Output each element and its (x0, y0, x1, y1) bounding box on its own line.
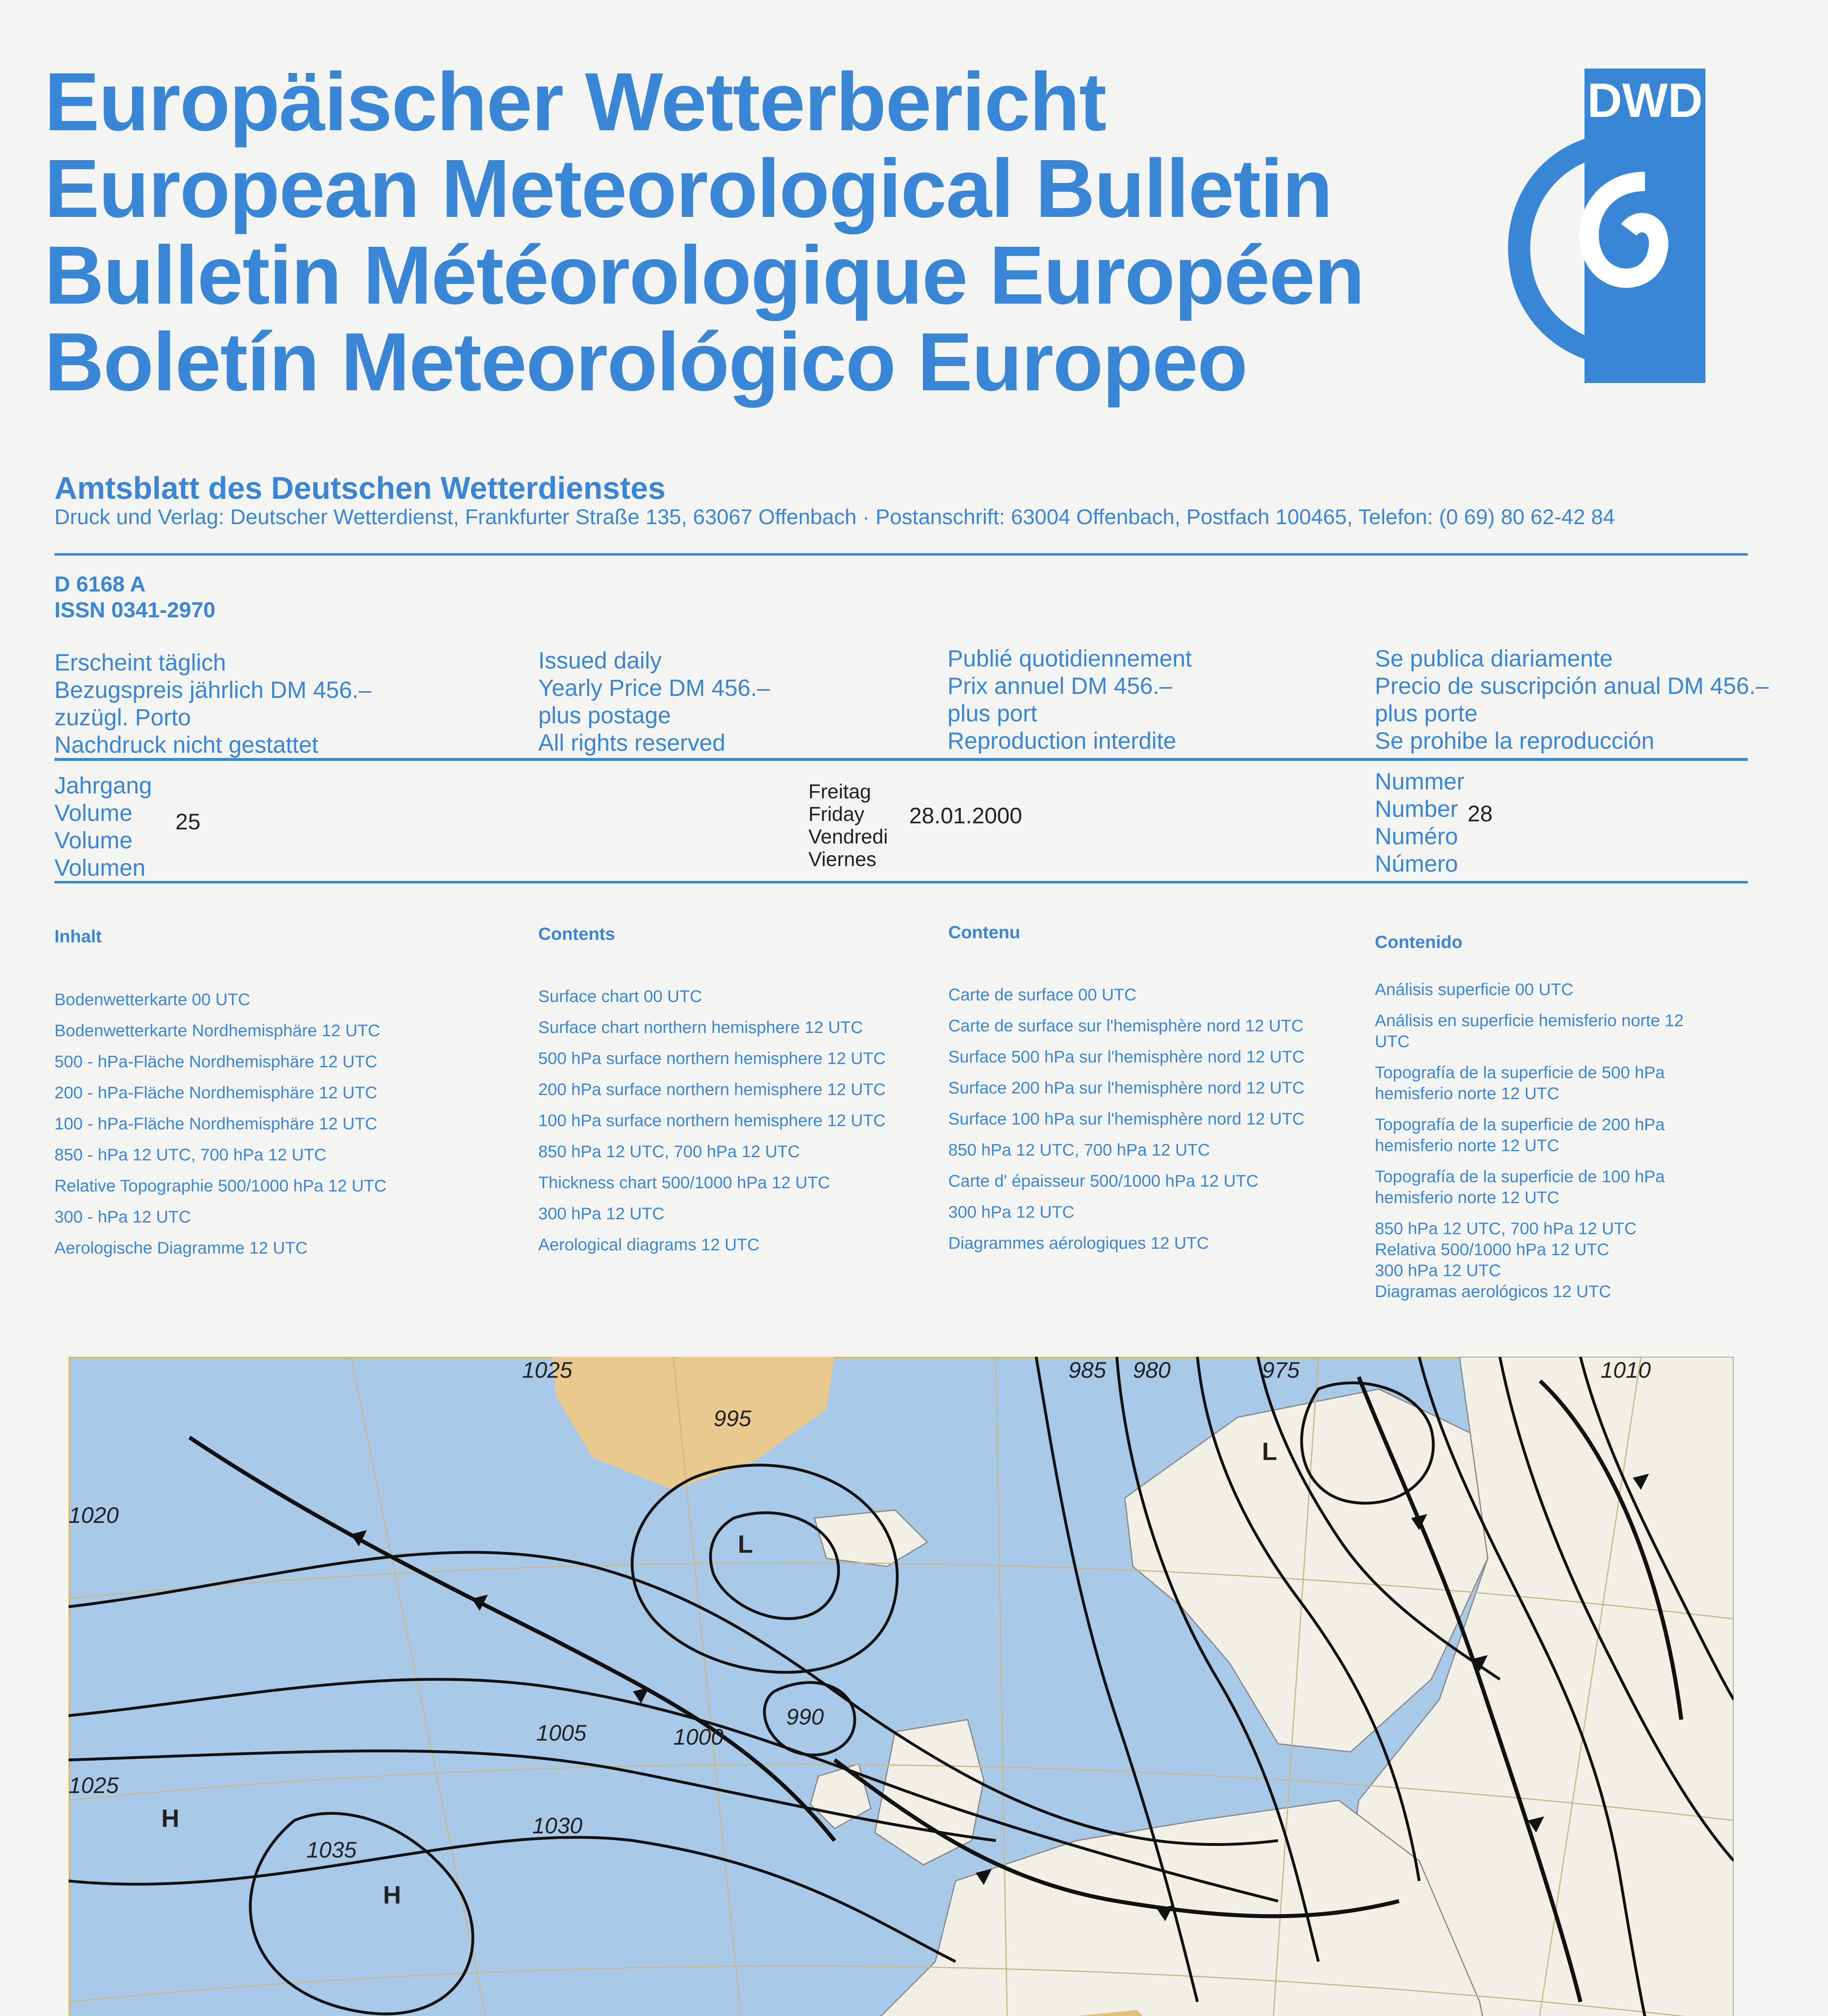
publisher: Amtsblatt des Deutschen Wetterdienstes (54, 470, 666, 506)
issn: ISSN 0341-2970 (54, 598, 216, 622)
toc-head-es: Contenido (1375, 932, 1463, 952)
logo-text: DWD (1587, 73, 1703, 127)
address-line: Druck und Verlag: Deutscher Wetterdienst, Frankfurter Straße 135, 63067 Offenbach · Postanschrift: 63004 Offenbach, Postfach 100465, Telefon: (0 69) 80 62-42 84 (54, 505, 1615, 529)
toc-item: Bodenwetterkarte Nordhemisphäre 12 UTC (54, 1021, 380, 1040)
issue-date: 28.01.2000 (909, 803, 1022, 828)
toc-head-en: Contents (538, 924, 615, 944)
toc-item: 300 hPa 12 UTC (1375, 1261, 1501, 1280)
title-english: European Meteorological Bulletin (44, 142, 1332, 235)
toc-head-fr: Contenu (948, 923, 1020, 942)
toc-item: Surface 500 hPa sur l'hemisphère nord 12 UTC (948, 1047, 1305, 1066)
title-spanish: Boletín Meteorológico Europeo (44, 316, 1247, 408)
toc-item: Diagrammes aérologiques 12 UTC (948, 1233, 1209, 1252)
toc-item: Carte d' épaisseur 500/1000 hPa 12 UTC (948, 1171, 1259, 1190)
toc-item: 500 - hPa-Fläche Nordhemisphäre 12 UTC (54, 1052, 377, 1071)
divider (54, 758, 1748, 761)
toc-item: Relative Topographie 500/1000 hPa 12 UTC (54, 1176, 387, 1195)
number-labels: Nummer Number Numéro Número (1375, 768, 1465, 877)
id-code: D 6168 A (54, 572, 146, 596)
toc-item: Bodenwetterkarte 00 UTC (54, 990, 250, 1009)
toc-item: 200 - hPa-Fläche Nordhemisphäre 12 UTC (54, 1083, 377, 1102)
toc-item: Topografía de la superficie de 500 hPa hemisferio norte 12 UTC (1375, 1063, 1665, 1103)
toc-item: 850 hPa 12 UTC, 700 hPa 12 UTC (948, 1140, 1210, 1159)
toc-item: Análisis en superficie hemisferio norte 12 UTC (1375, 1011, 1684, 1051)
toc-list-es (1375, 979, 1689, 1302)
toc-list-de (54, 984, 386, 1263)
toc-item: 850 - hPa 12 UTC, 700 hPa 12 UTC (54, 1145, 327, 1164)
title-german: Europäischer Wetterbericht (44, 56, 1106, 148)
toc-item: 200 hPa surface northern hemisphere 12 UTC (538, 1080, 886, 1099)
isobar-label: 1025 (69, 1772, 119, 1798)
isobar-label: 1020 (69, 1502, 119, 1528)
low-pressure-center: L (738, 1531, 753, 1558)
toc-item: 850 hPa 12 UTC, 700 hPa 12 UTC (538, 1142, 800, 1161)
toc-item: Surface 200 hPa sur l'hemisphère nord 12 UTC (948, 1078, 1305, 1097)
isobar-label: 990 (786, 1704, 824, 1729)
isobar-label: 995 (714, 1406, 752, 1431)
toc-item: 100 hPa surface northern hemisphere 12 UTC (538, 1111, 886, 1130)
divider (54, 881, 1748, 883)
isobar-label: 1030 (532, 1813, 583, 1838)
toc-item: Topografía de la superficie de 200 hPa hemisferio norte 12 UTC (1375, 1115, 1665, 1155)
number-value: 28 (1468, 801, 1493, 826)
toc-item: 100 - hPa-Fläche Nordhemisphäre 12 UTC (54, 1114, 377, 1133)
toc-item: Diagramas aerológicos 12 UTC (1375, 1282, 1611, 1301)
day-labels: Freitag Friday Vendredi Viernes (808, 780, 888, 871)
toc-item: Carte de surface 00 UTC (948, 985, 1137, 1004)
toc-item: Thickness chart 500/1000 hPa 12 UTC (538, 1173, 830, 1192)
toc-item: 300 hPa 12 UTC (948, 1202, 1074, 1221)
toc-list-en (538, 981, 885, 1260)
toc-head-de: Inhalt (54, 927, 102, 946)
toc-item: Surface chart 00 UTC (538, 987, 702, 1006)
swirl-icon (1496, 60, 1705, 389)
toc-item: Aerological diagrams 12 UTC (538, 1235, 760, 1254)
info-column-fr: Publié quotidiennement Prix annuel DM 456.– plus port Reproduction interdite (947, 646, 1192, 754)
map-drawing (69, 1357, 1734, 2016)
toc-item: 850 hPa 12 UTC, 700 hPa 12 UTC (1375, 1219, 1637, 1238)
high-pressure-center: H (383, 1881, 401, 1909)
toc-item: 300 hPa 12 UTC (538, 1204, 664, 1223)
isobar-label: 1005 (536, 1720, 587, 1745)
toc-item: 300 - hPa 12 UTC (54, 1207, 191, 1226)
high-pressure-center: H (161, 1805, 179, 1833)
toc-item: 500 hPa surface northern hemisphere 12 UTC (538, 1049, 886, 1068)
toc-item: Análisis superficie 00 UTC (1375, 980, 1574, 999)
dwd-logo (1496, 60, 1705, 389)
divider (54, 553, 1748, 556)
info-column-de: Erscheint täglich Bezugspreis jährlich DM 456.– zuzügl. Porto Nachdruck nicht gestattet (54, 650, 372, 758)
toc-item: Surface 100 hPa sur l'hemisphère nord 12 UTC (948, 1109, 1305, 1128)
toc-item: Carte de surface sur l'hemisphère nord 12 UTC (948, 1016, 1304, 1035)
info-column-en: Issued daily Yearly Price DM 456.– plus postage All rights reserved (538, 648, 770, 756)
isobar-label: 985 (1068, 1357, 1106, 1383)
toc-item: Relativa 500/1000 hPa 12 UTC (1375, 1240, 1609, 1259)
isobar-label: 1010 (1601, 1357, 1651, 1383)
toc-item: Topografía de la superficie de 100 hPa hemisferio norte 12 UTC (1375, 1167, 1665, 1207)
isobar-label: 975 (1262, 1357, 1300, 1383)
recycled-paper-note (10, 1824, 30, 2016)
isobar-label: 1000 (673, 1724, 724, 1749)
isobar-label: 1025 (522, 1357, 573, 1383)
info-column-es: Se publica diariamente Precio de suscripción anual DM 456.– plus porte Se prohibe la reproducción (1375, 646, 1769, 754)
title-french: Bulletin Météorologique Européen (44, 229, 1364, 321)
toc-item: Surface chart northern hemisphere 12 UTC (538, 1018, 863, 1037)
surface-weather-map (69, 1357, 1734, 2016)
toc-list-fr (948, 979, 1304, 1258)
low-pressure-center: L (1262, 1438, 1277, 1466)
volume-value: 25 (175, 809, 201, 834)
isobar-label: 980 (1133, 1357, 1171, 1383)
isobar-label: 1035 (306, 1837, 357, 1862)
toc-item: Aerologische Diagramme 12 UTC (54, 1238, 308, 1257)
volume-labels: Jahrgang Volume Volume Volumen (54, 773, 152, 881)
